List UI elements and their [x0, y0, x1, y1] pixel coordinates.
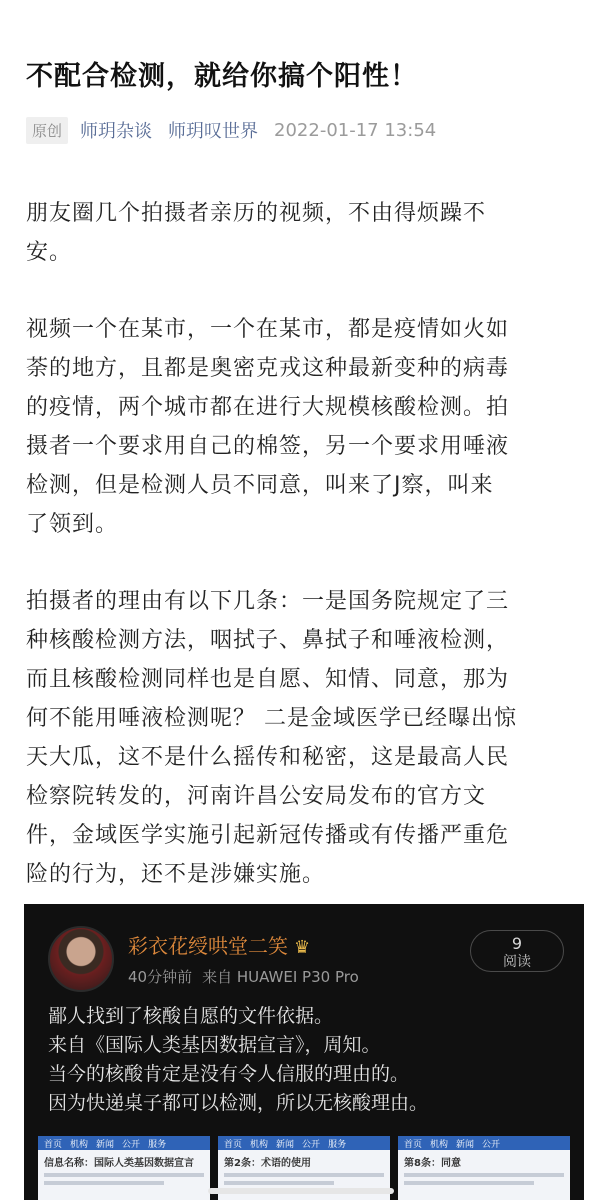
text-line: 检察院转发的，河南许昌公安局发布的官方文 [26, 784, 487, 809]
text-line: 的疫情，两个城市都在进行大规模核酸检测。拍 [26, 395, 510, 420]
paragraph-3 [26, 582, 586, 894]
nav-item: 新闻 [96, 1139, 115, 1150]
paragraph-1 [26, 194, 586, 272]
post-line: 当今的核酸肯定是没有令人信服的理由的。 [48, 1063, 410, 1085]
thumb-heading: 第2条：术语的使用 [224, 1158, 311, 1169]
text-line: 何不能用唾液检测呢？ 二是金域医学已经曝出惊 [26, 706, 517, 731]
text-line: 拍摄者的理由有以下几条：一是国务院规定了三 [26, 589, 510, 614]
thumb-line [224, 1173, 384, 1177]
text-line: 检测，但是检测人员不同意，叫来了J察，叫来 [26, 473, 494, 498]
username-text: 彩衣花绶哄堂二笑 [128, 934, 288, 958]
publish-date: 2022-01-17 13:54 [274, 119, 437, 141]
text-line: 摄者一个要求用自己的棉签，另一个要求用唾液 [26, 434, 510, 459]
thumb-nav [38, 1136, 210, 1150]
text-line: 天大瓜，这不是什么摇传和秘密，这是最高人民 [26, 745, 510, 770]
nav-item: 公开 [302, 1139, 321, 1150]
nav-item: 新闻 [456, 1139, 475, 1150]
thumb-nav [398, 1136, 570, 1150]
image-thumbnail[interactable] [398, 1136, 570, 1200]
read-count-badge [470, 930, 564, 972]
avatar [48, 926, 114, 992]
nav-item: 公开 [122, 1139, 141, 1150]
nav-item: 服务 [328, 1139, 347, 1150]
thumb-line [404, 1173, 564, 1177]
embed-subline [128, 966, 359, 987]
post-line: 鄙人找到了核酸自愿的文件依据。 [48, 1005, 334, 1027]
thumb-line [44, 1173, 204, 1177]
thumb-line [44, 1181, 164, 1185]
nav-item: 机构 [250, 1139, 269, 1150]
nav-item: 机构 [430, 1139, 449, 1150]
embed-post-text [48, 1002, 428, 1118]
article-meta [26, 116, 436, 144]
image-thumbnail[interactable] [38, 1136, 210, 1200]
nav-item: 新闻 [276, 1139, 295, 1150]
author-link[interactable]: 师玥杂谈 [80, 121, 153, 142]
nav-item: 首页 [404, 1139, 423, 1150]
nav-item: 首页 [44, 1139, 63, 1150]
post-line: 因为快递桌子都可以检测，所以无核酸理由。 [48, 1092, 429, 1114]
nav-item: 机构 [70, 1139, 89, 1150]
thumb-heading: 第8条：同意 [404, 1158, 461, 1169]
text-line: 而且核酸检测同样也是自愿、知情、同意，那为 [26, 667, 510, 692]
read-label: 阅读 [503, 954, 531, 970]
text-line: 安。 [26, 240, 73, 265]
text-line: 荼的地方，且都是奥密克戎这种最新变种的病毒 [26, 356, 510, 381]
thumb-line [404, 1181, 534, 1185]
thumb-nav [218, 1136, 390, 1150]
text-line: 件，金域医学实施引起新冠传播或有传播严重危 [26, 823, 510, 848]
read-count: 9 [511, 934, 523, 953]
home-indicator[interactable] [208, 1188, 394, 1194]
embedded-screenshot[interactable] [24, 904, 584, 1200]
post-line: 来自《国际人类基因数据宣言》，周知。 [48, 1034, 381, 1056]
nav-item: 服务 [148, 1139, 167, 1150]
time-ago: 40分钟前 [128, 968, 193, 986]
embed-username [128, 930, 310, 959]
device-source: 来自 HUAWEI P30 Pro [202, 968, 359, 986]
account-link[interactable]: 师玥叹世界 [168, 121, 259, 142]
text-line: 险的行为，还不是涉嫌实施。 [26, 862, 326, 887]
text-line: 了领到。 [26, 512, 119, 537]
text-line: 视频一个在某市，一个在某市，都是疫情如火如 [26, 317, 510, 342]
crown-icon: ♛ [294, 937, 311, 958]
thumb-heading: 信息名称：国际人类基因数据宣言 [44, 1158, 194, 1169]
paragraph-2 [26, 310, 586, 544]
text-line: 朋友圈几个拍摄者亲历的视频，不由得烦躁不 [26, 201, 487, 226]
article-title: 不配合检测，就给你搞个阳性！ [26, 61, 418, 92]
nav-item: 公开 [482, 1139, 501, 1150]
thumb-line [224, 1181, 334, 1185]
text-line: 种核酸检测方法，咽拭子、鼻拭子和唾液检测， [26, 628, 510, 653]
nav-item: 首页 [224, 1139, 243, 1150]
original-tag: 原创 [26, 117, 68, 144]
